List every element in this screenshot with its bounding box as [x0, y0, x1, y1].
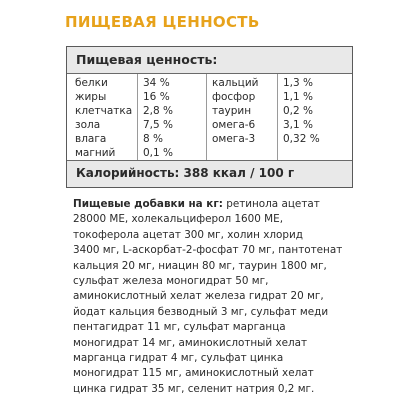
additives-line: 28000 МЕ, холекальциферол 1600 МЕ, — [73, 213, 284, 226]
additives-line: 3400 мг, L-аскорбат-2-фосфат 70 мг, пантотенат — [73, 244, 343, 257]
nutrient-value: 0,1 % — [143, 147, 174, 159]
nutrition-panel-title: Пищевая ценность: — [76, 52, 218, 67]
nutrient-name: омега-3 — [212, 133, 256, 145]
nutrition-row — [67, 90, 352, 104]
nutrient-name: влага — [75, 133, 107, 145]
nutrient-name: кальций — [212, 77, 259, 89]
nutrient-value: 0,32 % — [283, 133, 320, 145]
additives-line-text: ретинола ацетат — [222, 198, 320, 210]
nutrient-name: омега-6 — [212, 119, 256, 131]
nutrient-name: зола — [75, 119, 101, 131]
nutrition-grid — [67, 74, 352, 161]
nutrient-value: 3,1 % — [283, 119, 314, 131]
additives-line: моногидрат 14 мг, аминокислотный хелат — [73, 336, 308, 349]
additives-line: кальция 20 мг, ниацин 80 мг, таурин 1800 мг, — [73, 259, 327, 272]
nutrition-panel — [66, 46, 353, 188]
nutrient-value: 2,8 % — [143, 105, 174, 117]
nutrient-name: фосфор — [212, 91, 256, 103]
nutrition-row — [67, 118, 352, 132]
additives-line — [73, 197, 373, 212]
additives-line: пентагидрат 11 мг, сульфат марганца — [73, 321, 286, 334]
nutrient-value: 34 % — [143, 77, 170, 89]
additives-text — [73, 197, 373, 397]
nutrient-name: белки — [75, 77, 108, 89]
calories-text: Калорийность: 388 ккал / 100 г — [76, 166, 295, 180]
nutrient-value: 7,5 % — [143, 119, 174, 131]
additives-line: йодат кальция безводный 3 мг, сульфат меди — [73, 305, 329, 318]
additives-line: токоферола ацетат 300 мг, холин хлорид — [73, 228, 303, 241]
nutrition-row — [67, 146, 352, 160]
nutrient-name: клетчатка — [75, 105, 133, 117]
nutrition-row — [67, 104, 352, 118]
nutrient-value: 8 % — [143, 133, 163, 145]
additives-line: марганца гидрат 4 мг, сульфат цинка — [73, 352, 284, 365]
additives-line: сульфат железа моногидрат 50 мг, — [73, 275, 269, 288]
nutrition-row — [67, 76, 352, 90]
nutrition-row — [67, 132, 352, 146]
nutrient-value: 1,3 % — [283, 77, 314, 89]
nutrient-name: таурин — [212, 105, 252, 117]
nutrition-panel-header — [67, 47, 352, 74]
additives-line: аминокислотный хелат железа гидрат 20 мг, — [73, 290, 324, 303]
calories-footer — [67, 160, 352, 187]
additives-line: моногидрат 115 мг, аминокислотный хелат — [73, 367, 314, 380]
nutrient-value: 16 % — [143, 91, 170, 103]
additives-line: цинка гидрат 35 мг, селенит натрия 0,2 мг. — [73, 382, 315, 395]
nutrient-name: магний — [75, 147, 116, 159]
nutrient-value: 1,1 % — [283, 91, 314, 103]
nutrient-value: 0,2 % — [283, 105, 314, 117]
additives-label: Пищевые добавки на кг: — [73, 198, 223, 210]
nutrient-name: жиры — [75, 91, 107, 103]
page-title: ПИЩЕВАЯ ЦЕННОСТЬ — [65, 13, 260, 31]
